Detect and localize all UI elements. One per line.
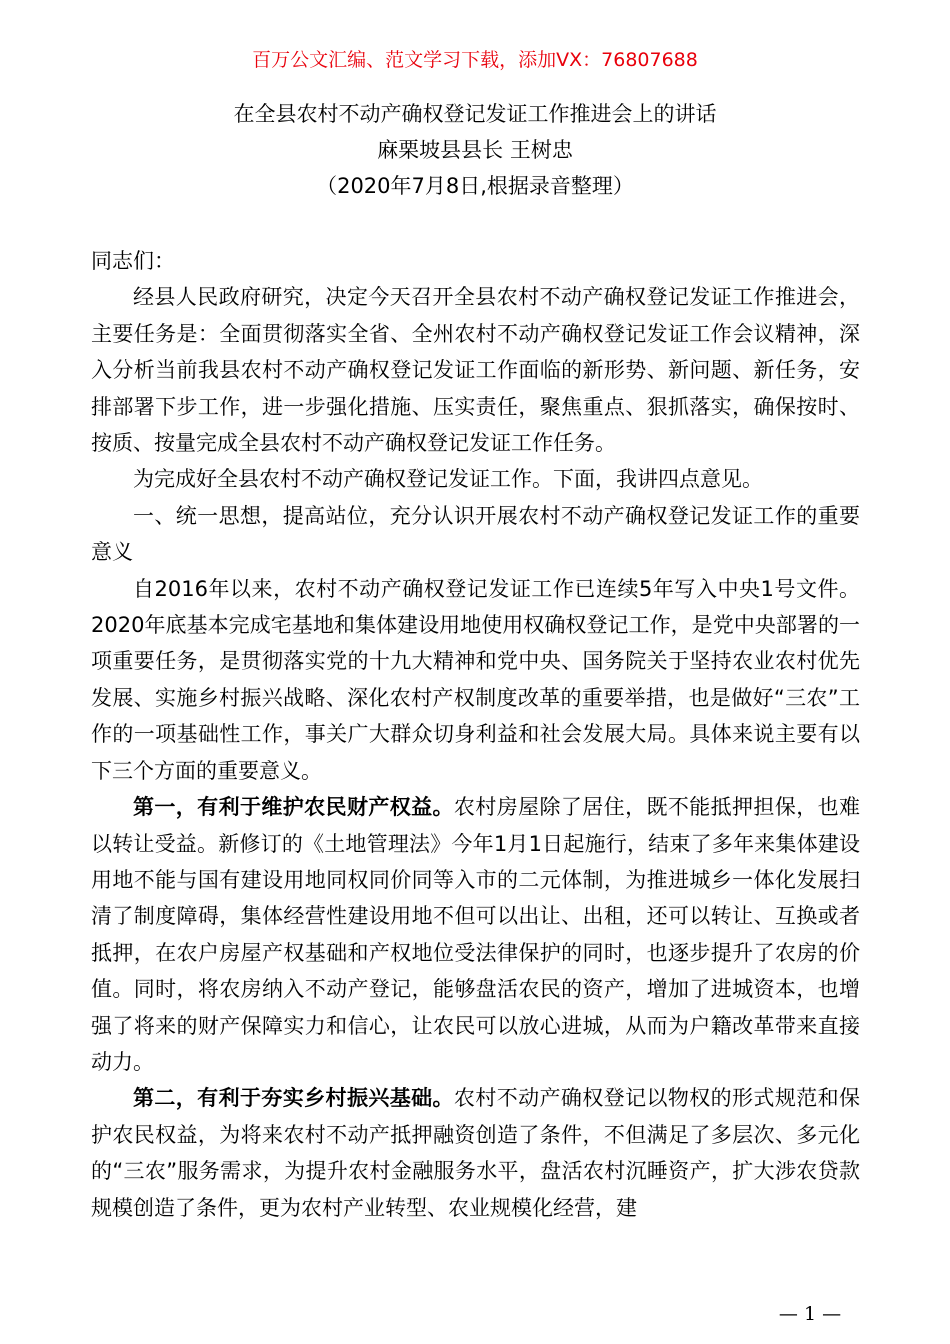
greeting: 同志们： [91,249,175,273]
paragraph-6 [91,1080,860,1226]
paragraph-2: 为完成好全县农村不动产确权登记发证工作。下面，我讲四点意见。 [133,467,763,492]
date-note: （2020年7月8日,根据录音整理） [316,174,634,198]
page-number: — 1 — [778,1303,842,1325]
speech-title: 在全县农村不动产确权登记发证工作推进会上的讲话 [233,102,717,126]
point-1-text: 农村房屋除了居住，既不能抵押担保，也难以转让受益。新修订的《土地管理法》今年1月1日起施行，结束了多年来集体建设用地不能与国有建设用地同权同价同等入市的二元体制，为推进城乡一体化发展扫清了制度障碍，集体经营性建设用地不但可以出让、出租，还可以转让、互换或者抵押，在农户房屋产权基础和产权地位受法律保护的同时，也逐步提升了农房的价值。同时，将农房纳入不动产登记，能够盘活农民的资产，增加了进城资本，也增强了将来的财产保障实力和信心，让农民可以放心进城，从而为户籍改革带来直接动力。 [91,795,861,1074]
paragraph-1: 经县人民政府研究，决定今天召开全县农村不动产确权登记发证工作推进会，主要任务是：全面贯彻落实全省、全州农村不动产确权登记发证工作会议精神，深入分析当前我县农村不动产确权登记发证工作面临的新形势、新问题、新任务，安排部署下步工作，进一步强化措施、压实责任，聚焦重点、狠抓落实，确保按时、按质、按量完成全县农村不动产确权登记发证工作任务。 [91,285,860,456]
promo-banner: 百万公文汇编、范文学习下载，添加VX：76807688 [252,49,698,71]
section-heading-1: 一、统一思想，提高站位，充分认识开展农村不动产确权登记发证工作的重要意义 [91,503,860,565]
paragraph-5 [91,789,860,1080]
paragraph-4: 自2016年以来，农村不动产确权登记发证工作已连续5年写入中央1号文件。2020年底基本完成宅基地和集体建设用地使用权确权登记工作，是党中央部署的一项重要任务，是贯彻落实党的十九大精神和党中央、国务院关于坚持农业农村优先发展、实施乡村振兴战略、深化农村产权制度改革的重要举措，也是做好“三农”工作的一项基础性工作，事关广大群众切身利益和社会发展大局。具体来说主要有以下三个方面的重要意义。 [91,576,860,783]
point-1-lead: 第一，有利于维护农民财产权益。 [133,795,454,820]
point-2-lead: 第二，有利于夯实乡村振兴基础。 [133,1086,454,1111]
speaker-line: 麻栗坡县县长 王树忠 [377,138,573,162]
speech-body [91,243,860,1226]
title-block [0,96,950,204]
point-2-text: 农村不动产确权登记以物权的形式规范和保护农民权益，为将来农村不动产抵押融资创造了条件，不但满足了多层次、多元化的“三农”服务需求，为提升农村金融服务水平，盘活农村沉睡资产，扩大涉农贷款规模创造了条件，更为农村产业转型、农业规模化经营，建 [91,1086,861,1220]
